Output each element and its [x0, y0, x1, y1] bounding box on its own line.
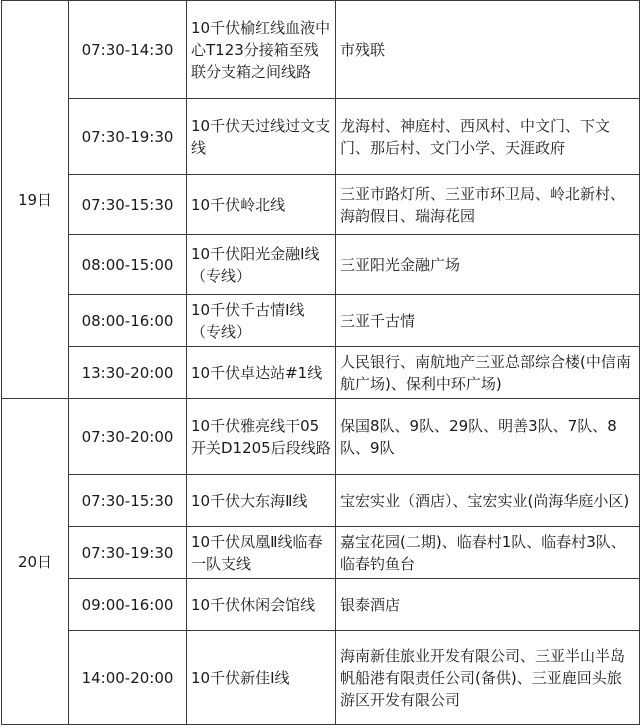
area-cell: 市残联: [336, 1, 640, 99]
time-cell: 07:30-20:00: [69, 399, 187, 475]
outage-schedule-table: [1, 0, 640, 725]
area-cell: 宝宏实业（酒店）、宝宏实业(尚海华庭小区): [336, 475, 640, 527]
time-cell: 07:30-19:30: [69, 527, 187, 579]
line-cell: 10千伏卓达站#1线: [187, 347, 336, 399]
line-cell: 10千伏榆红线血液中心T123分接箱至残联分支箱之间线路: [187, 1, 336, 99]
day-cell: 19日: [2, 1, 69, 399]
area-cell: 三亚市路灯所、三亚市环卫局、岭北新村、海韵假日、瑞海花园: [336, 175, 640, 235]
area-cell: 海南新佳旅业开发有限公司、三亚半山半岛帆船港有限责任公司(备供)、三亚鹿回头旅游区开发有限公司: [336, 631, 640, 725]
table-row: [2, 235, 640, 295]
table-row: [2, 295, 640, 347]
table-row: [2, 631, 640, 725]
line-cell: 10千伏岭北线: [187, 175, 336, 235]
table-row: [2, 175, 640, 235]
day-cell: 20日: [2, 399, 69, 725]
line-cell: 10千伏休闲会馆线: [187, 579, 336, 631]
area-cell: 龙海村、神庭村、西风村、中文门、下文门、那后村、文门小学、天涯政府: [336, 99, 640, 175]
table-row: [2, 399, 640, 475]
area-cell: 人民银行、南航地产三亚总部综合楼(中信南航广场)、保利中环广场): [336, 347, 640, 399]
line-cell: 10千伏千古情Ⅰ线（专线）: [187, 295, 336, 347]
line-cell: 10千伏雅亮线干05开关D1205后段线路: [187, 399, 336, 475]
time-cell: 08:00-15:00: [69, 235, 187, 295]
time-cell: 09:00-16:00: [69, 579, 187, 631]
table-row: [2, 579, 640, 631]
area-cell: 三亚阳光金融广场: [336, 235, 640, 295]
area-cell: 银泰酒店: [336, 579, 640, 631]
table-row: [2, 1, 640, 99]
time-cell: 07:30-14:30: [69, 1, 187, 99]
area-cell: 保国8队、9队、29队、明善3队、7队、8队、9队: [336, 399, 640, 475]
table-row: [2, 527, 640, 579]
line-cell: 10千伏大东海Ⅱ线: [187, 475, 336, 527]
time-cell: 14:00-20:00: [69, 631, 187, 725]
line-cell: 10千伏凤凰Ⅱ线临春一队支线: [187, 527, 336, 579]
area-cell: 三亚千古情: [336, 295, 640, 347]
time-cell: 07:30-15:30: [69, 475, 187, 527]
time-cell: 08:00-16:00: [69, 295, 187, 347]
table-row: [2, 347, 640, 399]
table-row: [2, 475, 640, 527]
time-cell: 13:30-20:00: [69, 347, 187, 399]
time-cell: 07:30-19:30: [69, 99, 187, 175]
line-cell: 10千伏新佳Ⅰ线: [187, 631, 336, 725]
time-cell: 07:30-15:30: [69, 175, 187, 235]
table-row: [2, 99, 640, 175]
line-cell: 10千伏阳光金融Ⅰ线（专线）: [187, 235, 336, 295]
area-cell: 嘉宝花园(二期)、临春村1队、临春村3队、临春钓鱼台: [336, 527, 640, 579]
line-cell: 10千伏天过线过文支线: [187, 99, 336, 175]
